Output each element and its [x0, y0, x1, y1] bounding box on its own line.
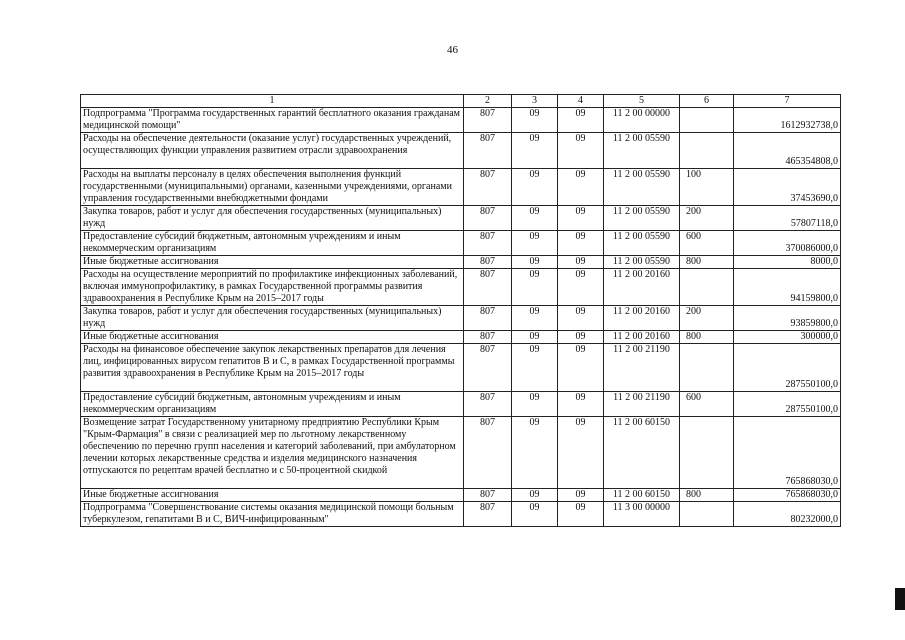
row-code-cell: 807	[464, 502, 512, 527]
row-expense-type-cell	[680, 133, 734, 169]
row-expense-type-cell: 600	[680, 392, 734, 417]
row-code-cell: 807	[464, 344, 512, 392]
row-amount-cell: 94159800,0	[734, 269, 841, 306]
row-subsection-cell: 09	[558, 306, 604, 331]
row-target-article-cell: 11 2 00 20160	[604, 269, 680, 306]
row-amount-cell: 1612932738,0	[734, 108, 841, 133]
row-amount-cell: 765868030,0	[734, 489, 841, 502]
row-section-cell: 09	[512, 206, 558, 231]
row-code-cell: 807	[464, 256, 512, 269]
row-expense-type-cell	[680, 344, 734, 392]
row-section-cell: 09	[512, 392, 558, 417]
row-subsection-cell: 09	[558, 489, 604, 502]
row-target-article-cell: 11 2 00 20160	[604, 306, 680, 331]
row-amount-cell: 300000,0	[734, 331, 841, 344]
row-expense-type-cell: 800	[680, 331, 734, 344]
table-row	[81, 231, 841, 256]
row-name-cell: Иные бюджетные ассигнования	[81, 256, 464, 269]
row-subsection-cell: 09	[558, 331, 604, 344]
row-name-cell: Расходы на выплаты персоналу в целях обеспечения выполнения функций государственными (муниципальными) органами, казенными учреждениями, органами управления государственными внебюджетными фондами	[81, 169, 464, 206]
row-target-article-cell: 11 2 00 00000	[604, 108, 680, 133]
row-expense-type-cell	[680, 108, 734, 133]
row-amount-cell: 765868030,0	[734, 417, 841, 489]
row-name-cell: Подпрограмма "Совершенствование системы оказания медицинской помощи больным туберкулезом, гепатитами В и С, ВИЧ-инфицированным"	[81, 502, 464, 527]
row-subsection-cell: 09	[558, 169, 604, 206]
row-amount-cell: 370086000,0	[734, 231, 841, 256]
row-amount-cell: 465354808,0	[734, 133, 841, 169]
row-name-cell: Закупка товаров, работ и услуг для обеспечения государственных (муниципальных) нужд	[81, 306, 464, 331]
row-subsection-cell: 09	[558, 392, 604, 417]
row-target-article-cell: 11 2 00 05590	[604, 231, 680, 256]
row-target-article-cell: 11 2 00 21190	[604, 392, 680, 417]
row-section-cell: 09	[512, 133, 558, 169]
table-row	[81, 392, 841, 417]
table-row	[81, 502, 841, 527]
table-row	[81, 269, 841, 306]
row-expense-type-cell	[680, 269, 734, 306]
row-code-cell: 807	[464, 133, 512, 169]
row-expense-type-cell: 200	[680, 206, 734, 231]
row-name-cell: Иные бюджетные ассигнования	[81, 331, 464, 344]
row-subsection-cell: 09	[558, 417, 604, 489]
row-amount-cell: 37453690,0	[734, 169, 841, 206]
table-row	[81, 417, 841, 489]
table-row	[81, 108, 841, 133]
row-amount-cell: 287550100,0	[734, 344, 841, 392]
page-edge-mark	[895, 588, 905, 610]
row-expense-type-cell: 800	[680, 489, 734, 502]
row-expense-type-cell: 200	[680, 306, 734, 331]
row-section-cell: 09	[512, 417, 558, 489]
table-row	[81, 306, 841, 331]
row-section-cell: 09	[512, 231, 558, 256]
row-amount-cell: 80232000,0	[734, 502, 841, 527]
row-subsection-cell: 09	[558, 231, 604, 256]
row-section-cell: 09	[512, 169, 558, 206]
row-name-cell: Расходы на осуществление мероприятий по профилактике инфекционных заболеваний, включая иммунопрофилактику, в рамках Государственной программы развития здравоохранения в Республике Крым на 2015–2017 годы	[81, 269, 464, 306]
row-expense-type-cell	[680, 417, 734, 489]
header-cell-5: 5	[604, 95, 680, 108]
header-cell-6: 6	[680, 95, 734, 108]
row-amount-cell: 287550100,0	[734, 392, 841, 417]
row-target-article-cell: 11 2 00 60150	[604, 489, 680, 502]
row-subsection-cell: 09	[558, 344, 604, 392]
row-name-cell: Расходы на обеспечение деятельности (оказание услуг) государственных учреждений, осуществляющих функции управления развитием отрасли здравоохранения	[81, 133, 464, 169]
table-row	[81, 344, 841, 392]
row-section-cell: 09	[512, 269, 558, 306]
row-subsection-cell: 09	[558, 206, 604, 231]
row-name-cell: Предоставление субсидий бюджетным, автономным учреждениям и иным некоммерческим организациям	[81, 392, 464, 417]
row-subsection-cell: 09	[558, 269, 604, 306]
row-target-article-cell: 11 2 00 20160	[604, 331, 680, 344]
row-section-cell: 09	[512, 331, 558, 344]
row-expense-type-cell: 100	[680, 169, 734, 206]
row-code-cell: 807	[464, 392, 512, 417]
row-name-cell: Расходы на финансовое обеспечение закупок лекарственных препаратов для лечения лиц, инфицированных вирусом гепатитов В и С, в рамках Государственной программы развития здравоохранения в Республике Крым на 2015–2017 годы	[81, 344, 464, 392]
row-target-article-cell: 11 2 00 60150	[604, 417, 680, 489]
row-target-article-cell: 11 2 00 05590	[604, 206, 680, 231]
row-target-article-cell: 11 2 00 05590	[604, 256, 680, 269]
row-code-cell: 807	[464, 489, 512, 502]
table-row	[81, 331, 841, 344]
row-target-article-cell: 11 3 00 00000	[604, 502, 680, 527]
row-code-cell: 807	[464, 269, 512, 306]
row-name-cell: Иные бюджетные ассигнования	[81, 489, 464, 502]
row-section-cell: 09	[512, 256, 558, 269]
row-subsection-cell: 09	[558, 133, 604, 169]
row-code-cell: 807	[464, 331, 512, 344]
header-cell-3: 3	[512, 95, 558, 108]
header-cell-2: 2	[464, 95, 512, 108]
row-code-cell: 807	[464, 108, 512, 133]
header-cell-4: 4	[558, 95, 604, 108]
row-amount-cell: 8000,0	[734, 256, 841, 269]
row-expense-type-cell: 600	[680, 231, 734, 256]
row-code-cell: 807	[464, 231, 512, 256]
row-amount-cell: 57807118,0	[734, 206, 841, 231]
row-section-cell: 09	[512, 108, 558, 133]
budget-table	[80, 94, 841, 527]
row-subsection-cell: 09	[558, 256, 604, 269]
row-code-cell: 807	[464, 306, 512, 331]
row-code-cell: 807	[464, 169, 512, 206]
row-section-cell: 09	[512, 306, 558, 331]
table-header-row	[81, 95, 841, 108]
row-target-article-cell: 11 2 00 05590	[604, 169, 680, 206]
table-row	[81, 256, 841, 269]
row-name-cell: Закупка товаров, работ и услуг для обеспечения государственных (муниципальных) нужд	[81, 206, 464, 231]
row-section-cell: 09	[512, 344, 558, 392]
row-subsection-cell: 09	[558, 502, 604, 527]
table-row	[81, 489, 841, 502]
row-code-cell: 807	[464, 417, 512, 489]
row-target-article-cell: 11 2 00 05590	[604, 133, 680, 169]
row-code-cell: 807	[464, 206, 512, 231]
row-target-article-cell: 11 2 00 21190	[604, 344, 680, 392]
row-expense-type-cell	[680, 502, 734, 527]
row-subsection-cell: 09	[558, 108, 604, 133]
table-row	[81, 206, 841, 231]
header-cell-1: 1	[81, 95, 464, 108]
page-number: 46	[447, 44, 458, 56]
table-row	[81, 169, 841, 206]
row-section-cell: 09	[512, 489, 558, 502]
row-expense-type-cell: 800	[680, 256, 734, 269]
row-name-cell: Возмещение затрат Государственному унитарному предприятию Республики Крым "Крым-Фармация" в связи с реализацией мер по льготному лекарственному обеспечению по перечню групп населения и категорий заболеваний, при амбулаторном лечении которых лекарственные средства и изделия медицинского назначения отпускаются по рецептам врачей бесплатно и с 50-процентной скидкой	[81, 417, 464, 489]
row-amount-cell: 93859800,0	[734, 306, 841, 331]
row-name-cell: Подпрограмма "Программа государственных гарантий бесплатного оказания гражданам медицинской помощи"	[81, 108, 464, 133]
header-cell-7: 7	[734, 95, 841, 108]
table-row	[81, 133, 841, 169]
row-name-cell: Предоставление субсидий бюджетным, автономным учреждениям и иным некоммерческим организациям	[81, 231, 464, 256]
row-section-cell: 09	[512, 502, 558, 527]
